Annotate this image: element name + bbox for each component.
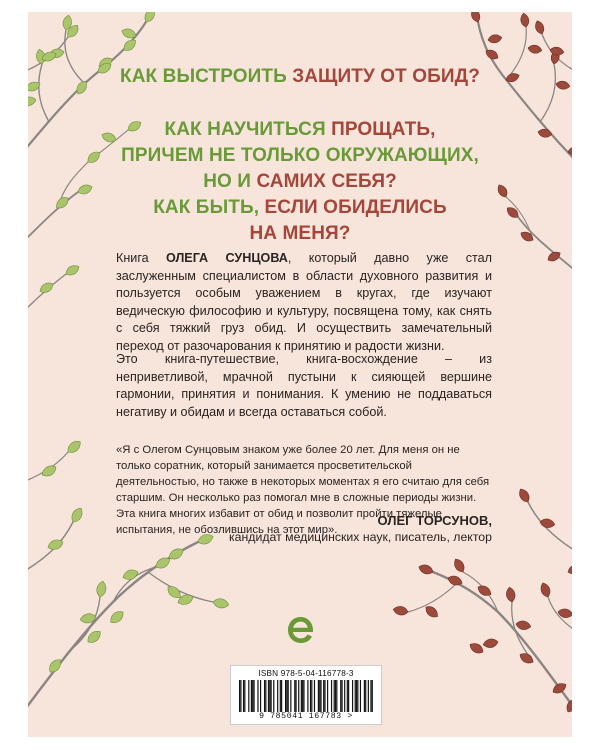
barcode-bar — [303, 680, 304, 712]
heading-segment: ЕСЛИ ОБИДЕЛИСЬ — [264, 197, 447, 218]
isbn-barcode-box — [230, 665, 382, 725]
leaf — [212, 598, 229, 610]
leaf — [533, 19, 545, 35]
barcode-bar — [320, 680, 321, 712]
barcode-bar — [347, 680, 348, 712]
barcode-bar — [271, 680, 272, 712]
heading-segment: КАК НАУЧИТЬСЯ — [164, 119, 332, 140]
leaf — [546, 250, 562, 264]
heading-segment: ПРОЩАТЬ, — [331, 119, 436, 140]
barcode-bar — [257, 680, 258, 712]
barcode-bar — [239, 680, 240, 712]
barcode-bar — [248, 680, 249, 712]
barcode-bar — [253, 680, 254, 712]
heading-segment: САМИХ СЕБЯ? — [256, 171, 397, 192]
leaf — [539, 518, 555, 529]
barcode-bar — [360, 680, 361, 712]
question-1-line-1 — [28, 64, 572, 90]
barcode-bar — [372, 680, 373, 712]
book-back-cover — [28, 12, 572, 737]
leaf — [47, 657, 64, 675]
question-3-line-1 — [28, 195, 572, 221]
barcode-bar — [356, 680, 357, 712]
eksmo-logo-icon — [280, 609, 322, 651]
leaf — [28, 96, 37, 107]
barcode-bar — [348, 680, 349, 712]
barcode-bar — [334, 680, 335, 712]
barcode-bar — [260, 680, 261, 712]
branch-stem — [68, 597, 100, 652]
testimonial-author-title: кандидат медицинских наук, писатель, лектор — [229, 530, 492, 544]
barcode-digits: 9 785041 167783 > — [259, 712, 353, 721]
barcode-bar — [318, 680, 319, 712]
question-2-line-2 — [28, 143, 572, 169]
barcode-bar — [295, 680, 296, 712]
barcode-bar — [273, 680, 274, 712]
barcode-bar — [240, 680, 241, 712]
barcode-bar — [269, 680, 270, 712]
leaf — [452, 557, 467, 574]
description-intro: Книга — [116, 251, 166, 265]
barcode-bar — [311, 680, 312, 712]
leaf — [505, 586, 516, 602]
barcode-bar — [277, 680, 278, 712]
heading-segment: НА МЕНЯ? — [249, 223, 351, 244]
barcode-bar — [364, 680, 365, 712]
leaf — [69, 506, 85, 524]
barcode-bar — [294, 680, 295, 712]
barcode-bar — [344, 680, 345, 712]
leaf — [567, 563, 572, 576]
leaf — [64, 263, 81, 278]
barcode-bar — [243, 680, 244, 712]
barcode-bar — [288, 680, 289, 712]
barcode-bar — [307, 680, 308, 712]
heading-segment: ЗАЩИТУ ОТ ОБИД? — [292, 66, 480, 87]
barcode-bar — [265, 680, 266, 712]
barcode-bar — [268, 680, 269, 712]
barcode-bar — [324, 680, 325, 712]
leaf — [40, 463, 58, 479]
barcode-bar — [340, 680, 341, 712]
barcode-bar — [336, 680, 337, 712]
description-paragraph-2: Это книга-путешествие, книга-восхождение – из неприветливой, мрачной пустыни к сияющей вершине гармонии, принятия и понимания. К умению не поддаваться негативу и обидам и всегда оставаться собой. — [116, 352, 492, 419]
author-name-bold: ОЛЕГА СУНЦОВА — [165, 251, 288, 265]
barcode-bar — [319, 680, 320, 712]
leaf — [520, 13, 530, 28]
question-3-line-2 — [28, 221, 572, 247]
leaf — [392, 605, 408, 616]
testimonial-author-name: ОЛЕГ ТОРСУНОВ, — [377, 513, 492, 528]
barcode-bar — [365, 680, 366, 712]
branch-stem — [28, 542, 198, 712]
barcode-bar — [264, 680, 265, 712]
leaf — [482, 638, 498, 649]
barcode-bar — [290, 680, 291, 712]
barcode-bar — [298, 680, 299, 712]
barcode-bar — [251, 680, 252, 712]
leaf — [423, 604, 440, 620]
barcode-bar — [368, 680, 369, 712]
leaf — [38, 280, 55, 295]
testimonial-author — [229, 512, 492, 546]
leaf — [527, 44, 542, 54]
barcode-bar — [310, 680, 311, 712]
heading-segment: ПРИЧЕМ НЕ ТОЛЬКО ОКРУЖАЮЩИХ, — [121, 145, 479, 166]
barcode-bar — [314, 680, 315, 712]
question-2-line-1 — [28, 117, 572, 143]
branch-stem — [28, 274, 66, 312]
barcode-bar — [370, 680, 371, 712]
barcode-bar — [285, 680, 286, 712]
description-paragraph-1 — [116, 250, 492, 356]
heading-segment: КАК ВЫСТРОИТЬ — [120, 66, 293, 87]
testimonial-quote: «Я с Олегом Сунцовым знаком уже более 20 лет. Для меня он не только соратник, который занимается просветительской деятельностью, но также в некоторых моментах я его считаю для себя старшим. Он несколько раз помогал мне в сложные периоды жизни. Эта книга многих избавит от обид и позволит пройти тяжелые испытания, не обозлившись на этот мир». — [116, 444, 490, 536]
branch-stem — [433, 572, 572, 712]
question-2 — [28, 117, 572, 195]
barcode-bar — [335, 680, 336, 712]
question-2-line-3 — [28, 169, 572, 195]
barcode-bar — [286, 680, 287, 712]
leaf — [469, 12, 481, 23]
barcode-bar — [331, 680, 332, 712]
heading-segment: КАК БЫТЬ, — [153, 197, 265, 218]
barcode-bar — [323, 680, 324, 712]
question-1 — [28, 64, 572, 90]
barcode-bar — [357, 680, 358, 712]
leaf — [517, 487, 532, 504]
barcode-bar — [341, 680, 342, 712]
barcode-bar — [302, 680, 303, 712]
barcode-bar — [355, 680, 356, 712]
leaf — [468, 641, 485, 656]
barcode-bar — [244, 680, 245, 712]
leaf — [96, 580, 108, 597]
leaf — [515, 620, 531, 631]
leaf — [417, 563, 434, 576]
barcode-bar — [252, 680, 253, 712]
barcode-bar — [301, 680, 302, 712]
question-3 — [28, 195, 572, 247]
leaf — [487, 34, 502, 44]
isbn-label: ISBN 978-5-04-116778-3 — [258, 669, 354, 678]
description-rest: , который давно уже стал заслуженным специалистом в области духовного развития и пользуется особым уважением в кругах, где изучают ведическую философию и культуру, посвящена тому, как снять с себя тяжкий груз обид. И осуществить замечательный переход от разочарования к принятию и радости жизни. — [116, 251, 492, 353]
barcode-bar — [327, 680, 328, 712]
barcode-bar — [352, 680, 353, 712]
barcode-bar — [280, 680, 281, 712]
leaf — [539, 581, 552, 598]
leaf — [108, 609, 126, 626]
barcode-icon — [239, 680, 373, 714]
leaf — [551, 681, 568, 696]
heading-segment: НО И — [203, 171, 257, 192]
barcode-bar — [281, 680, 282, 712]
